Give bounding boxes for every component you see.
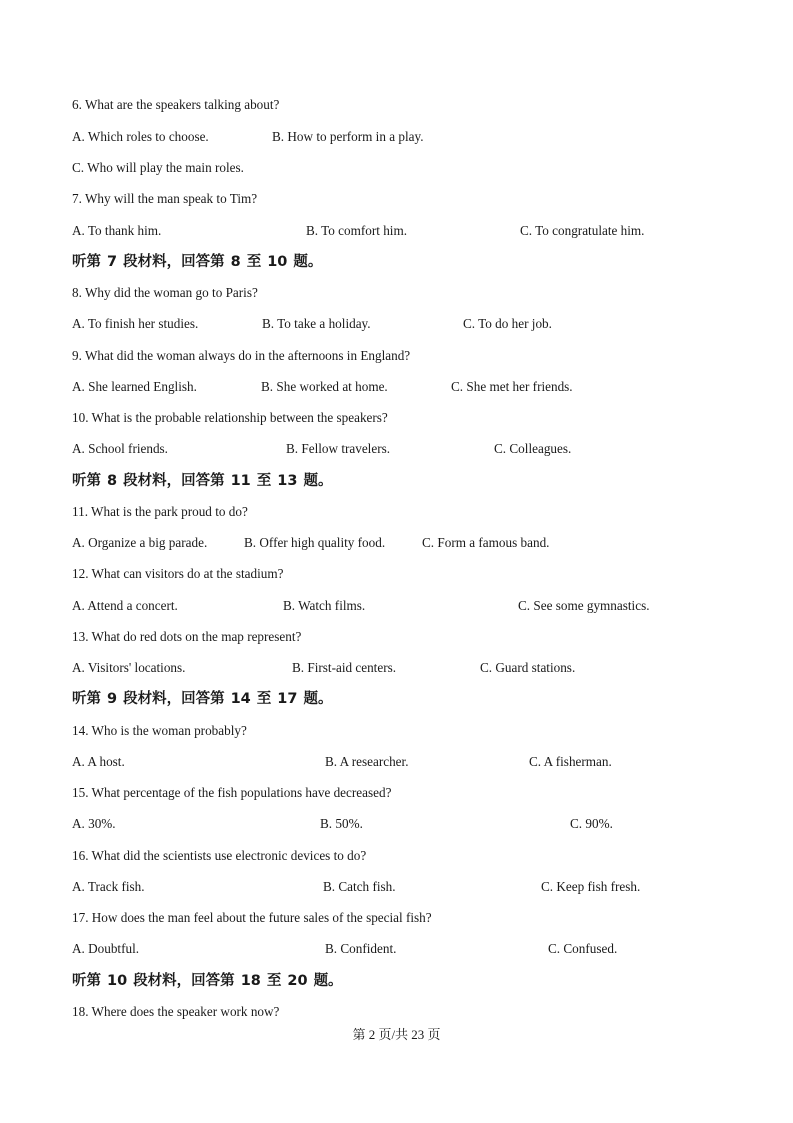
question-10: 10. What is the probable relationship between the speakers?: [72, 410, 388, 425]
question-11-option-b: B. Offer high quality food.: [244, 535, 386, 550]
question-6-option-b: B. How to perform in a play.: [272, 129, 424, 144]
question-9-option-c: C. She met her friends.: [451, 379, 573, 394]
question-10-option-b: B. Fellow travelers.: [286, 441, 391, 456]
question-7-option-c: C. To congratulate him.: [520, 223, 645, 238]
question-7-option-b: B. To comfort him.: [306, 223, 408, 238]
question-12: 12. What can visitors do at the stadium?: [72, 566, 284, 581]
question-15-option-b: B. 50%.: [320, 816, 363, 831]
question-15: 15. What percentage of the fish populations have decreased?: [72, 785, 392, 800]
question-14-option-a: A. A host.: [72, 754, 125, 769]
question-10-option-c: C. Colleagues.: [494, 441, 572, 456]
question-13-option-c: C. Guard stations.: [480, 660, 576, 675]
question-8: 8. Why did the woman go to Paris?: [72, 285, 258, 300]
question-8-option-b: B. To take a holiday.: [262, 316, 371, 331]
question-9-option-b: B. She worked at home.: [261, 379, 388, 394]
question-13-option-b: B. First-aid centers.: [292, 660, 397, 675]
question-16-option-c: C. Keep fish fresh.: [541, 879, 641, 894]
question-14-option-b: B. A researcher.: [325, 754, 409, 769]
question-6-option-a: A. Which roles to choose.: [72, 129, 209, 144]
question-17-option-a: A. Doubtful.: [72, 941, 140, 956]
question-8-option-a: A. To finish her studies.: [72, 316, 199, 331]
question-9: 9. What did the woman always do in the afternoons in England?: [72, 348, 411, 363]
question-15-option-c: C. 90%.: [570, 816, 613, 831]
question-17-option-b: B. Confident.: [325, 941, 397, 956]
question-17: 17. How does the man feel about the future sales of the special fish?: [72, 910, 432, 925]
section-heading-7: 听第 7 段材料，回答第 8 至 10 题。: [72, 254, 323, 270]
question-16: 16. What did the scientists use electronic devices to do?: [72, 848, 367, 863]
question-6-option-c: C. Who will play the main roles.: [72, 160, 244, 175]
question-16-option-a: A. Track fish.: [72, 879, 145, 894]
question-7-option-a: A. To thank him.: [72, 223, 162, 238]
question-10-option-a: A. School friends.: [72, 441, 168, 456]
question-9-option-a: A. She learned English.: [72, 379, 197, 394]
question-15-option-a: A. 30%.: [72, 816, 116, 831]
question-12-option-b: B. Watch films.: [283, 598, 366, 613]
question-13: 13. What do red dots on the map represent?: [72, 629, 302, 644]
question-14: 14. Who is the woman probably?: [72, 723, 247, 738]
question-6: 6. What are the speakers talking about?: [72, 97, 280, 112]
page-number: 第 2 页/共 23 页: [352, 1027, 441, 1042]
question-11-option-a: A. Organize a big parade.: [72, 535, 208, 550]
section-heading-10: 听第 10 段材料，回答第 18 至 20 题。: [72, 973, 343, 989]
question-18: 18. Where does the speaker work now?: [72, 1004, 280, 1019]
question-12-option-c: C. See some gymnastics.: [518, 598, 650, 613]
question-11-option-c: C. Form a famous band.: [422, 535, 550, 550]
section-heading-9: 听第 9 段材料，回答第 14 至 17 题。: [72, 691, 333, 707]
question-11: 11. What is the park proud to do?: [72, 504, 248, 519]
question-17-option-c: C. Confused.: [548, 941, 618, 956]
question-12-option-a: A. Attend a concert.: [72, 598, 178, 613]
section-heading-8: 听第 8 段材料，回答第 11 至 13 题。: [72, 473, 333, 489]
question-14-option-c: C. A fisherman.: [529, 754, 612, 769]
question-8-option-c: C. To do her job.: [463, 316, 552, 331]
question-7: 7. Why will the man speak to Tim?: [72, 191, 258, 206]
question-13-option-a: A. Visitors' locations.: [72, 660, 186, 675]
question-16-option-b: B. Catch fish.: [323, 879, 396, 894]
